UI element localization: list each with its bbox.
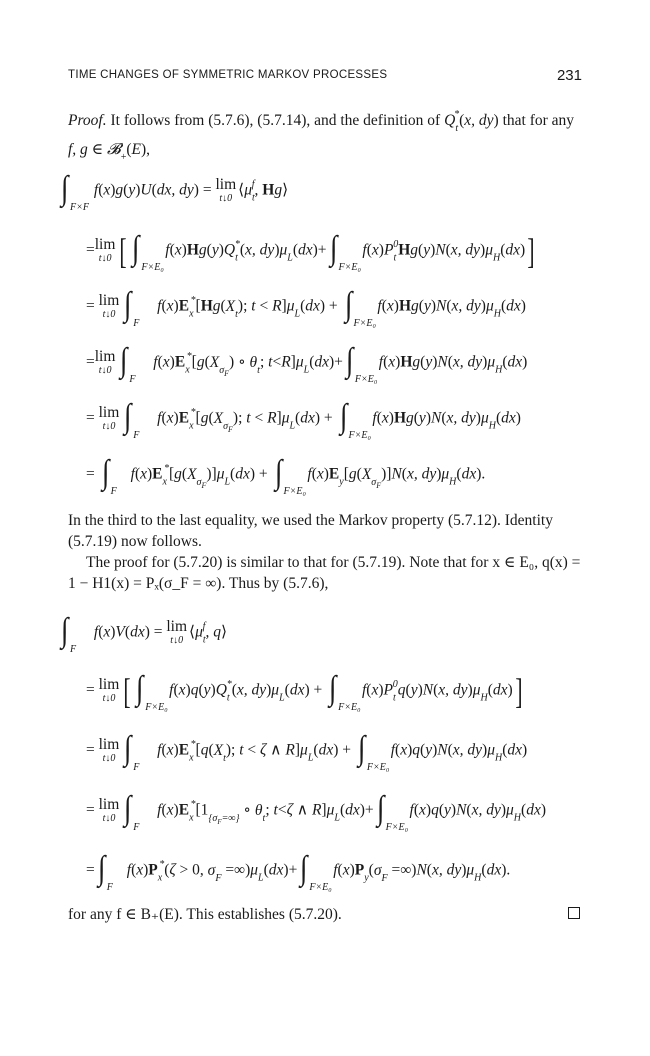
- equation-line: = lim t↓0 ∫ F $f(x)E_x^*[Hg(X_t)$; $t < R]\mu_L(dx)$ + ∫ F×E₀ f(x)Hg(y)N(x, $dy)\mu_H(dx)$: [86, 286, 526, 329]
- equation-line: = lim t↓0 [ ∫ F×E₀ $f(x)q(y)Q_t^*(x$, $dy)\mu_L(dx)$ + ∫ F×E₀ $f(x)P_t^0q(y)N(x$, $dy)\mu_H(dx)$]: [86, 670, 523, 713]
- qed-square-icon: [568, 907, 580, 919]
- equation-line: = lim t↓0 ∫ F $f(x)E_x^*[1_{\{\sigma_F=\infty\}}$ ∘ $\theta_t$; t<ζ ∧ $R]\mu_L(dx)+$ ∫ F×E₀ f(x)q(y)N(x, $dy)\mu_H(dx)$: [86, 790, 547, 833]
- equation-line: = lim t↓0 ∫ F $f(x)E_x^*[q(X_t)$; t < ζ ∧ $R]\mu_L(dx)$ + ∫ F×E₀ f(x)q(y)N(x, $dy)\mu_H(dx)$: [86, 730, 528, 773]
- page-number: 231: [556, 67, 582, 84]
- equation-line: ∫ F f(x)V(dx) = lim t↓0 $⟨\mu_t^f$, q⟩: [60, 612, 227, 655]
- closing-sentence: for any f ∈ B₊(E). This establishes (5.7.20).: [68, 906, 342, 923]
- equation-line: = lim t↓0 ∫ F $f(x)E_x^*[g(X_{\sigma_F})$; $t < R]\mu_L(dx)$ + ∫ F×E₀ f(x)Hg(y)N(x, $dy)\mu_H(dx)$: [86, 398, 521, 441]
- proof-label: Proof.: [68, 112, 107, 129]
- paragraph: The proof for (5.7.20) is similar to that for (5.7.19). Note that for x ∈ E₀, q(x) = 1 − H1(x) = Pₓ(σ_F = ∞). Thus by (5.7.6),: [68, 554, 581, 592]
- equation-line: = lim t↓0 [ ∫ F×E₀ $f(x)Hg(y)Q_t^*(x$, $dy)\mu_L(dx)+$ ∫ F×E₀ $f(x)P_t^0Hg(y)N(x$, $dy)\mu_H(dx)$]: [86, 230, 535, 273]
- equation-line: = ∫ F $f(x)P_x^*(\zeta > 0$, $\sigma_F =\infty)\mu_L(dx)+$ ∫ F×E₀ $f(x)P_y(\sigma_F =\infty)N(x$, $dy)\mu_H(dx)$.: [86, 850, 511, 893]
- proof-intro: Proof. It follows from (5.7.6), (5.7.14), and the definition of $Q_t^*(x$, dy) that for any f, g ∈ 𝓑$_+$(E),: [68, 109, 575, 163]
- equation-line: ∫ F×F f(x)g(y)U(dx, dy) = lim t↓0 $⟨\mu_t^f$, Hg⟩: [60, 170, 289, 213]
- paragraph: In the third to the last equality, we used the Markov property (5.7.12). Identity (5.7.19) now follows.: [68, 512, 553, 550]
- equation-line: = lim t↓0 ∫ F $f(x)E_x^*[g(X_{\sigma_F})$ ∘ $\theta_t$; $t<R]\mu_L(dx)+$ ∫ F×E₀ f(x)Hg(y)N(x, $dy)\mu_H(dx)$: [86, 342, 528, 385]
- running-head-title: TIME CHANGES OF SYMMETRIC MARKOV PROCESSES: [68, 69, 388, 81]
- running-head: [68, 67, 582, 87]
- equation-line: = ∫ F $f(x)E_x^*[g(X_{\sigma_F})]\mu_L(dx)$ + ∫ F×E₀ $f(x)E_y[g(X_{\sigma_F})]N(x$, $dy)\mu_H(dx)$.: [86, 454, 486, 497]
